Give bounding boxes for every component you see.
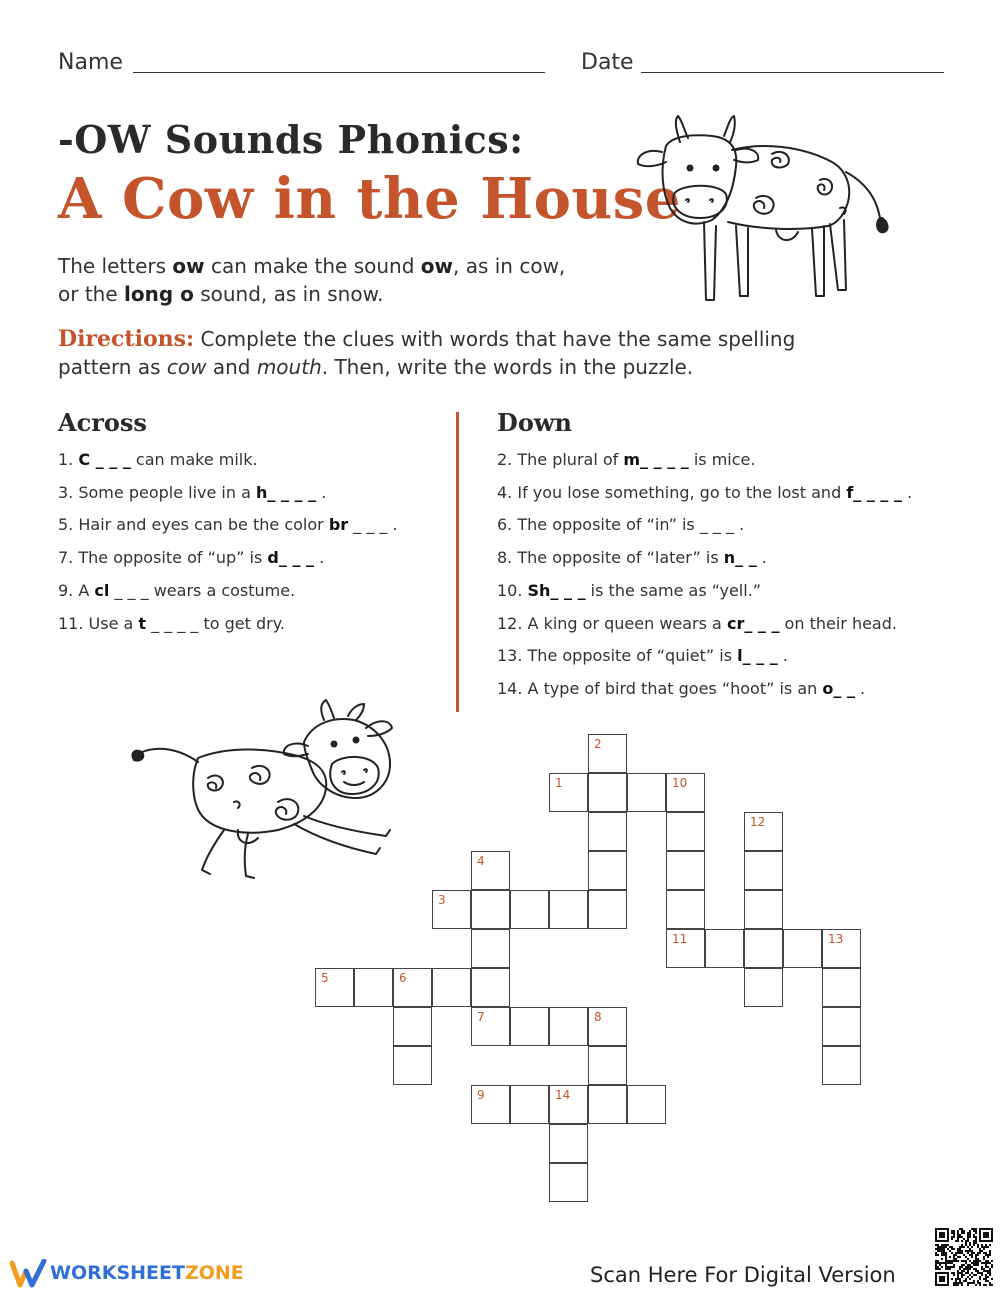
clue-number-10: 10 bbox=[672, 776, 688, 790]
crossword-cell[interactable] bbox=[588, 851, 627, 890]
crossword-cell[interactable] bbox=[471, 968, 510, 1007]
crossword-cell[interactable] bbox=[822, 968, 861, 1007]
clue-number-9: 9 bbox=[477, 1088, 485, 1102]
clue-number-13: 13 bbox=[828, 932, 844, 946]
worksheet-zone-logo[interactable]: WORKSHEETZONE bbox=[50, 1262, 244, 1284]
crossword-cell[interactable] bbox=[549, 1163, 588, 1202]
down-clue-1: 4. If you lose something, go to the lost and f_ _ _ _ . bbox=[497, 482, 913, 502]
crossword-cell[interactable] bbox=[510, 1085, 549, 1124]
crossword-cell[interactable] bbox=[354, 968, 393, 1007]
down-clue-4: 10. Sh_ _ _ is the same as “yell.” bbox=[497, 580, 762, 600]
crossword-cell[interactable] bbox=[432, 968, 471, 1007]
directions-label: Directions: bbox=[58, 326, 195, 352]
page-title: A Cow in the House bbox=[58, 166, 681, 232]
crossword-cell[interactable] bbox=[744, 890, 783, 929]
crossword-cell[interactable] bbox=[588, 890, 627, 929]
name-label: Name bbox=[58, 50, 123, 75]
clue-number-3: 3 bbox=[438, 893, 446, 907]
down-heading: Down bbox=[497, 408, 572, 437]
down-clue-2: 6. The opposite of “in” is _ _ _ . bbox=[497, 515, 745, 535]
across-clue-4: 9. A cl _ _ _ wears a costume. bbox=[58, 580, 296, 600]
clue-number-4: 4 bbox=[477, 854, 485, 868]
across-clue-1: 3. Some people live in a h_ _ _ _ . bbox=[58, 482, 327, 502]
column-divider bbox=[456, 412, 459, 712]
crossword-cell[interactable] bbox=[393, 1007, 432, 1046]
directions: Directions: Complete the clues with words that have the same spelling pattern as cow and mouth. Then, write the words in the puzzle. bbox=[58, 326, 796, 379]
name-line[interactable] bbox=[133, 72, 545, 73]
across-heading: Across bbox=[58, 408, 147, 437]
crossword-cell[interactable] bbox=[588, 812, 627, 851]
title-subtitle: -OW Sounds Phonics: bbox=[58, 117, 524, 162]
down-clue-0: 2. The plural of m_ _ _ _ is mice. bbox=[497, 450, 756, 469]
crossword-cell[interactable] bbox=[744, 929, 783, 968]
crossword-cell[interactable] bbox=[744, 968, 783, 1007]
crossword-cell[interactable] bbox=[471, 929, 510, 968]
across-clue-3: 7. The opposite of “up” is d_ _ _ . bbox=[58, 548, 325, 568]
standing-cow-illustration bbox=[632, 112, 894, 312]
clue-number-2: 2 bbox=[594, 737, 602, 751]
crossword-cell[interactable] bbox=[588, 1046, 627, 1085]
qr-code-icon[interactable] bbox=[935, 1228, 993, 1286]
across-clue-5: 11. Use a t _ _ _ _ to get dry. bbox=[58, 613, 286, 633]
crossword-cell[interactable] bbox=[549, 1007, 588, 1046]
crossword-cell[interactable] bbox=[783, 929, 822, 968]
clue-number-5: 5 bbox=[321, 971, 329, 985]
down-clue-3: 8. The opposite of “later” is n_ _ . bbox=[497, 548, 767, 568]
date-label: Date bbox=[581, 50, 634, 75]
crossword-cell[interactable] bbox=[510, 890, 549, 929]
down-clue-5: 12. A king or queen wears a cr_ _ _ on their head. bbox=[497, 613, 897, 633]
date-line[interactable] bbox=[641, 72, 944, 73]
across-clue-0: 1. C _ _ _ can make milk. bbox=[58, 450, 258, 469]
worksheet-zone-logo-icon bbox=[10, 1259, 48, 1289]
crossword-cell[interactable] bbox=[666, 851, 705, 890]
intro-paragraph: The letters ow can make the sound ow, as in cow, or the long o sound, as in snow. bbox=[58, 254, 566, 306]
crossword-cell[interactable] bbox=[549, 890, 588, 929]
crossword-cell[interactable] bbox=[822, 1007, 861, 1046]
scan-text: Scan Here For Digital Version bbox=[590, 1263, 896, 1287]
crossword-cell[interactable] bbox=[588, 1085, 627, 1124]
crossword-cell[interactable] bbox=[588, 773, 627, 812]
crossword-cell[interactable] bbox=[666, 812, 705, 851]
clue-number-6: 6 bbox=[399, 971, 407, 985]
crossword-cell[interactable] bbox=[627, 773, 666, 812]
crossword-cell[interactable] bbox=[822, 1046, 861, 1085]
clue-number-14: 14 bbox=[555, 1088, 571, 1102]
crossword-cell[interactable] bbox=[666, 890, 705, 929]
crossword-cell[interactable] bbox=[627, 1085, 666, 1124]
crossword-cell[interactable] bbox=[549, 1124, 588, 1163]
crossword-cell[interactable] bbox=[744, 851, 783, 890]
down-clue-6: 13. The opposite of “quiet” is l_ _ _ . bbox=[497, 646, 788, 666]
crossword-cell[interactable] bbox=[510, 1007, 549, 1046]
clue-number-1: 1 bbox=[555, 776, 563, 790]
crossword-cell[interactable] bbox=[393, 1046, 432, 1085]
crossword-cell[interactable] bbox=[471, 890, 510, 929]
across-clue-2: 5. Hair and eyes can be the color br _ _ _ . bbox=[58, 515, 398, 535]
clue-number-7: 7 bbox=[477, 1010, 485, 1024]
down-clue-7: 14. A type of bird that goes “hoot” is an o_ _ . bbox=[497, 678, 866, 698]
crossword-cell[interactable] bbox=[705, 929, 744, 968]
leaping-cow-illustration bbox=[128, 698, 414, 884]
clue-number-12: 12 bbox=[750, 815, 766, 829]
clue-number-11: 11 bbox=[672, 932, 688, 946]
clue-number-8: 8 bbox=[594, 1010, 602, 1024]
